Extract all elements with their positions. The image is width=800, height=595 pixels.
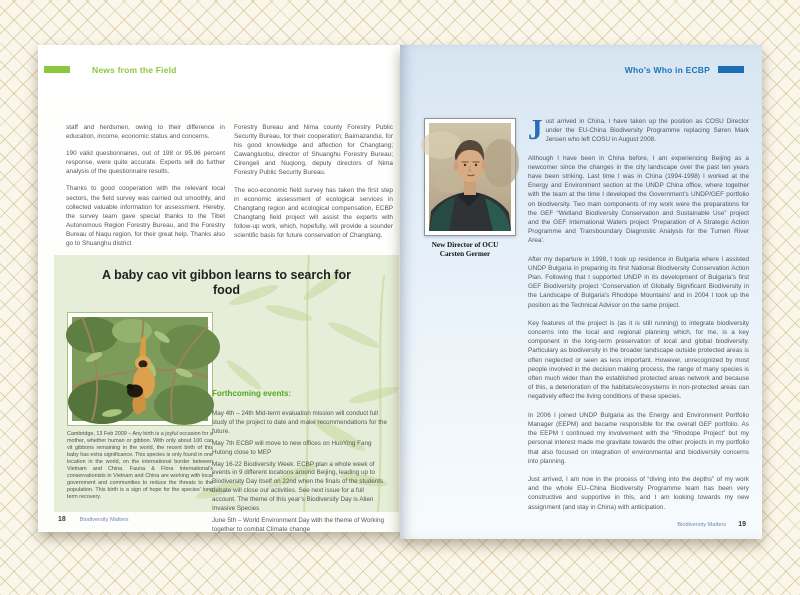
feature-title: A baby cao vit gibbon learns to search for food xyxy=(102,268,351,297)
director-portrait-photo xyxy=(424,118,516,236)
gibbon-photo-caption: Cambridge, 13 Feb 2009 – Any birth is a joyful occasion for a mother, whether human or gibbon. With only about 100 cao vit gibbons remaining in the world, the recent birth of this baby has extra significance. This species is only found in one location in the world, on the international border between Vietnam and China. Fauna & Flora International’s conservationists in Vietnam and China are working with local government and communities to reduce the threats to the population. This birth is a sign of hope for the species’ long term recovery. xyxy=(67,431,213,500)
paragraph: Just arrived, I am now in the process of “diving into the depths” of my work and the whole EU–China Biodiversity Programme team has been very constructive and supportive in this, and I am looking towards my new assignment (and stay in China) with anticipation. xyxy=(528,475,749,511)
page-footer-left xyxy=(58,516,129,523)
paragraph: After my departure in 1998, I took up residence in Bulgaria where I assisted UNDP Bulgaria in preparing its first National Biodiversity Conservation Action Plan. Following that I supported UNDP in its development of Bulgaria’s first GEF Biodiversity project ‘Conservation of Globally Significant Biodiversity in the Landscape of Bulgaria’s Rhodope Mountains’ and in 2004 I took up the position as the Technical Advisor on the same project. xyxy=(528,255,749,309)
section-bar-icon xyxy=(44,66,70,73)
page-right xyxy=(400,45,762,539)
paragraph: The eco-economic field survey has taken the first step in economic assessment of ecological services in Changtang region and ecological compensation, ECBP Changtang field project will assist the experts with follow-up work, which, hopefully, will provide a sounder scientific basis for future conservation of Changtang. xyxy=(234,186,393,240)
paragraph: ust arrived in China, I have taken up the position as COSU Director under the EU-China Biodiversity Programme replacing Søren Mark Jensen who left COSU in August 2008. xyxy=(545,118,749,144)
page-footer-right xyxy=(677,521,746,528)
forthcoming-events xyxy=(212,389,388,538)
section-header-left xyxy=(44,61,177,75)
portrait-caption-name: Carsten Germer xyxy=(439,250,491,258)
portrait-caption xyxy=(406,241,524,259)
section-header-right xyxy=(624,61,744,75)
paragraph-with-dropcap xyxy=(528,114,749,146)
page-left xyxy=(38,45,400,532)
paragraph: Forestry Bureau and Nima county Forestry Public Security Bureau, for their cooperation; Baimazandui, for his good knowledge and affection for Changtang; Cawangluobu, director of Shuanghu Forestry Bureau; Cirengeli and Nuqiong, deputy directors of Nima Forestry Public Security Bureau. xyxy=(234,124,393,177)
event-item: June 5th – World Environment Day with the theme of Working together to combat Climate change xyxy=(212,516,384,533)
section-label-right: Who’s Who in ECBP xyxy=(624,64,710,75)
paragraph: 190 valid questionnaires, out of 198 or 95.96 percent response, were quite accurate. Experts will do further analysis of the questionnaire results. xyxy=(66,150,225,176)
paragraph: In 2006 I joined UNDP Bulgaria as the Energy and Environment Portfolio Manager (EEPM) and became responsible for the overall GEF portfolio. As the EEPM I continued my involvement with the “Rhodope Project” but my personal interest made me gravitate towards the other projects in my portfolio that also focused on integration of environmental and biodiversity concerns into planning. xyxy=(528,411,749,465)
paragraph: Thanks to good cooperation with the relevant local sectors, the field survey was carried out smoothly, and collected valuable information for assessment. Hereby, the survey team gave special thanks to the Tibet Autonomous Region Forestry Bureau, and the Forestry Bureau of Naqu region, for their great help. Thanks also go to Shuanghu district xyxy=(66,185,225,248)
events-heading: Forthcoming events: xyxy=(212,389,292,398)
gibbon-photo xyxy=(67,312,213,426)
article-body xyxy=(528,114,749,521)
dropcap: J xyxy=(528,114,543,146)
event-item: May 4th – 24th Mid-term evaluation mission will conduct full study of the project to date and make recommendations for the future. xyxy=(212,410,388,435)
section-bar-icon xyxy=(718,66,744,73)
paragraph: Key features of the project is (as it is still running) to integrate biodiversity concerns into the local and regional planning which, for me, is a key component in the long-term preservation of local and global biodiversity. Particulary as biodiversity in the broader landscape outside protected areas is often neglected or seen as less important. However, unrecognized by most people involved in the decision making process, the range of many species is often much wider than the established protected areas network and because of this, a deterioration of the habitats/ecosystems in non-protected areas can negatively effect the living conditions of these species. xyxy=(528,319,749,401)
left-column xyxy=(66,123,225,256)
event-item: May 16-22 Biodiversity Week. ECBP plan a whole week of events in 9 different locations around Beijing, leading up to Biodiversity Day itself on 22nd when the finals of the students debate will close our activities. See next issue for a full account. The theme of this year’s Biodiversity Day is Alien Invasive Species xyxy=(212,460,384,513)
portrait-photo-art xyxy=(429,123,511,231)
journal-name: Biodiversity Matters xyxy=(677,522,727,528)
portrait-caption-title: New Director of OCU xyxy=(431,241,499,249)
journal-name: Biodiversity Matters xyxy=(79,517,129,523)
paragraph: Although I have been in China before, I am experiencing Beijing as a newcomer since the changes in the city landscape over the past ten years have been striking. Last time I was in China (1994-1998) I worked at the Energy and Environment section at the UNDP China office, where together with the team at the time I developed the Government’s UNDP/GEF portfolio on biodiversity. Two main components of my work were the preparations for the GEF “Wetland Biodiversity Conservation and Sustainable Use” project and the GEF International Waters project ‘Preparation of A Strategic Action Programme and Transboundary Diagnostic Analysis for the Tumen River Area’. xyxy=(528,154,749,245)
gibbon-photo-art xyxy=(72,317,208,421)
page-number: 18 xyxy=(58,516,66,523)
page-number: 19 xyxy=(738,521,746,528)
right-column xyxy=(234,123,393,248)
section-label-left: News from the Field xyxy=(92,64,177,75)
paragraph: staff and herdsmen, owing to their difference in education, income, economic status and concerns. xyxy=(66,124,225,141)
event-item: May 7th ECBP will move to new offices on HuoYing Fang Hutong close to MEP xyxy=(212,439,372,456)
